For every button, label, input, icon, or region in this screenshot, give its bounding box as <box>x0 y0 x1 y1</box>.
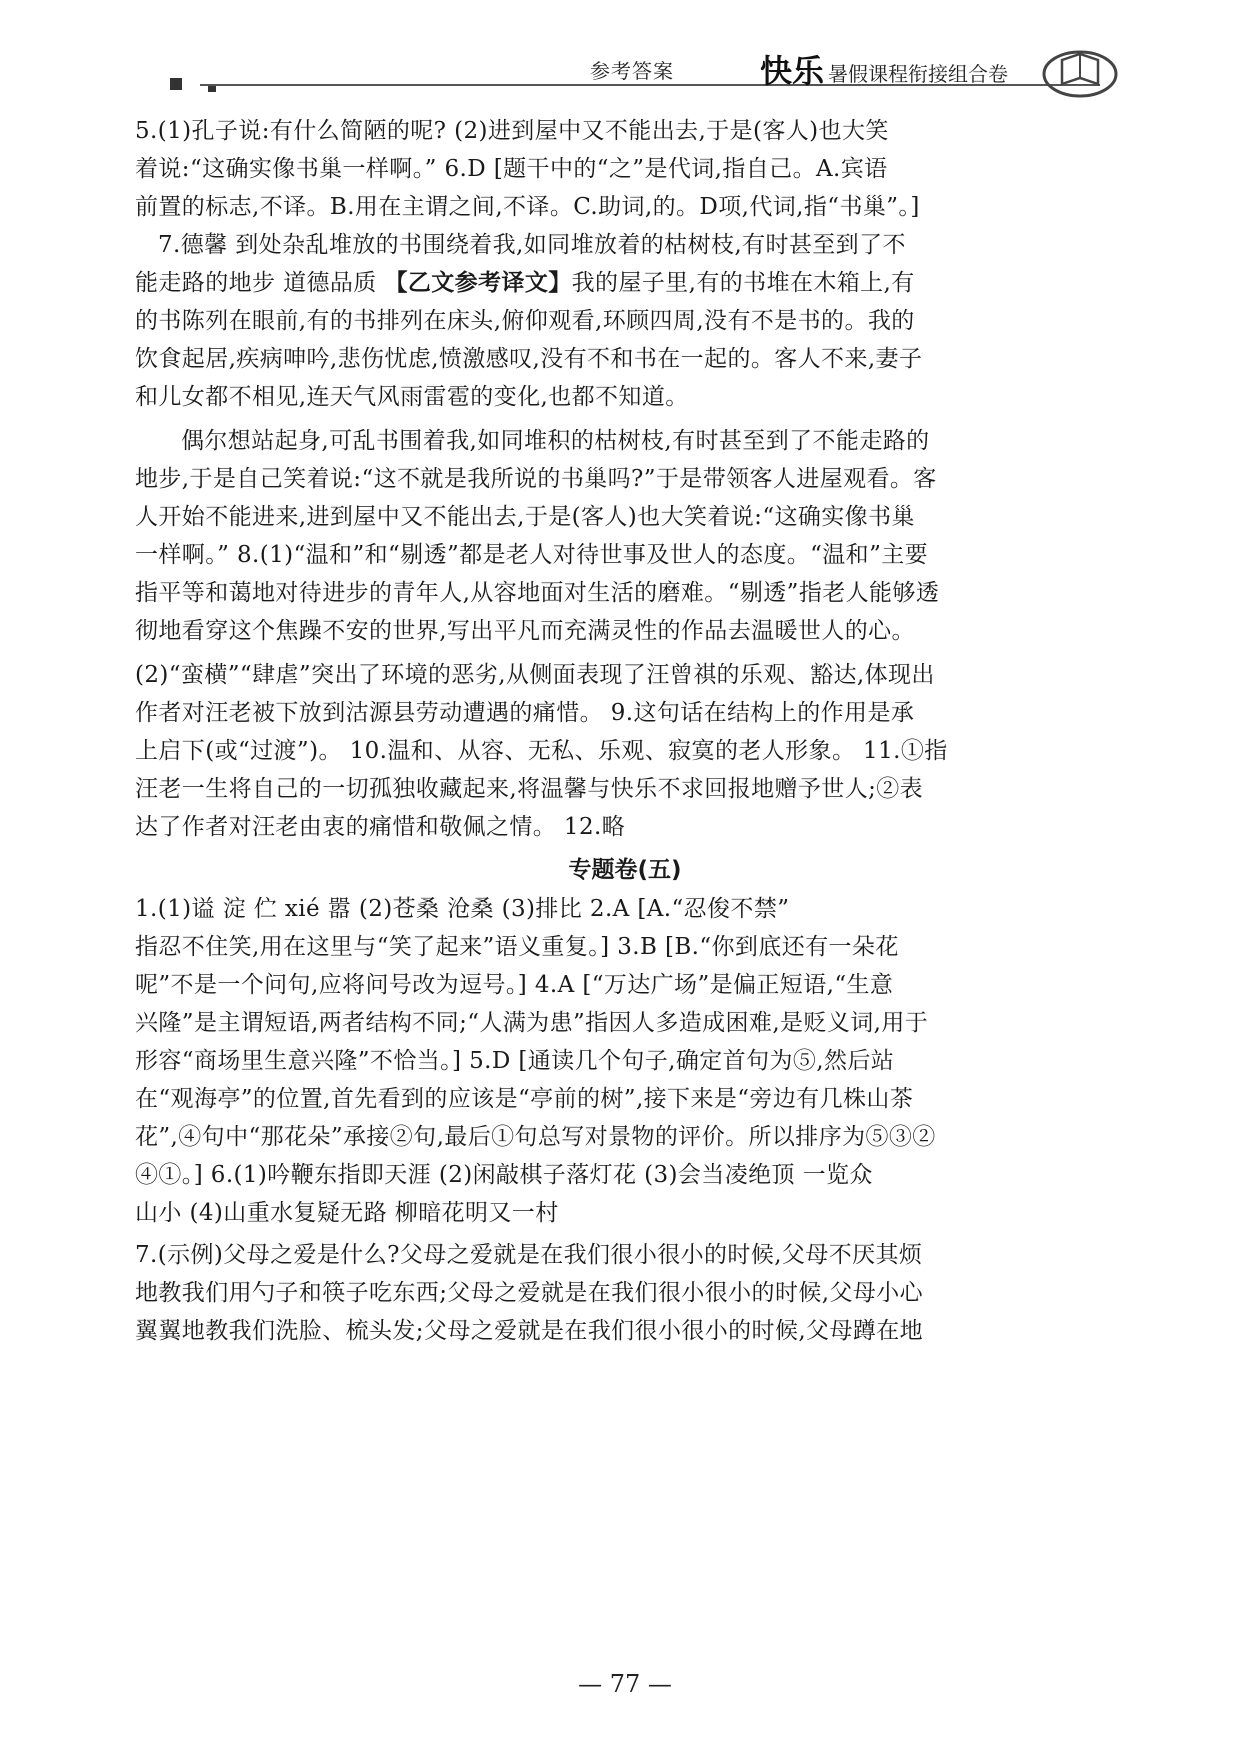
text-line: 达了作者对汪老由衷的痛惜和敬佩之情。 12.略 <box>135 814 626 840</box>
text-line: 山小 (4)山重水复疑无路 柳暗花明又一村 <box>135 1200 559 1226</box>
answer-block-7-example <box>135 1236 1115 1350</box>
text-span: 我的屋子里,有的书堆在木箱上,有 <box>571 270 915 296</box>
text-line: (2)“蛮横”“肆虐”突出了环境的恶劣,从侧面表现了汪曾祺的乐观、豁达,体现出 <box>135 662 935 688</box>
header-square-icon <box>170 78 182 90</box>
text-line: 5.(1)孔子说:有什么简陋的呢? (2)进到屋中又不能出去,于是(客人)也大笑 <box>135 118 889 144</box>
text-line: 形容“商场里生意兴隆”不恰当。] 5.D [通读几个句子,确定首句为⑤,然后站 <box>135 1048 895 1074</box>
text-line: 指平等和蔼地对待进步的青年人,从容地面对生活的磨难。“剔透”指老人能够透 <box>135 580 940 606</box>
text-line: ④①。] 6.(1)吟鞭东指即天涯 (2)闲敲棋子落灯花 (3)会当凌绝顶 一览众 <box>135 1162 873 1188</box>
text-line: 前置的标志,不译。B.用在主谓之间,不译。C.助词,的。D项,代词,指“书巢”。] <box>135 194 920 220</box>
text-line: 地步,于是自己笑着说:“这不就是我所说的书巢吗?”于是带领客人进屋观看。客 <box>135 466 937 492</box>
text-line: 7.德馨 到处杂乱堆放的书围绕着我,如同堆放着的枯树枝,有时甚至到了不 <box>158 232 906 258</box>
translation-tag: 【乙文参考译文】 <box>384 270 572 296</box>
text-line: 和儿女都不相见,连天气风雨雷雹的变化,也都不知道。 <box>135 384 689 410</box>
page-header <box>160 40 1120 110</box>
text-line: 上启下(或“过渡”)。 10.温和、从容、无私、乐观、寂寞的老人形象。 11.①指 <box>135 738 948 764</box>
header-brand: 快乐 <box>760 52 825 90</box>
text-line: 7.(示例)父母之爱是什么?父母之爱就是在我们很小很小的时候,父母不厌其烦 <box>135 1242 923 1268</box>
text-line: 偶尔想站起身,可乱书围着我,如同堆积的枯树枝,有时甚至到了不能走路的 <box>181 428 930 454</box>
answer-block-8-12 <box>135 656 1115 846</box>
text-line: 花”,④句中“那花朵”承接②句,最后①句总写对景物的评价。所以排序为⑤③② <box>135 1124 936 1150</box>
answer-content <box>135 112 1115 1350</box>
answer-block-1-6 <box>135 890 1115 1232</box>
text-line: 呢”不是一个问句,应将问号改为逗号。] 4.A [“万达广场”是偏正短语,“生意 <box>135 972 894 998</box>
text-line: 翼翼地教我们洗脸、梳头发;父母之爱就是在我们很小很小的时候,父母蹲在地 <box>135 1318 924 1344</box>
book-logo-icon <box>1040 40 1120 100</box>
text-line: 地教我们用勺子和筷子吃东西;父母之爱就是在我们很小很小的时候,父母小心 <box>135 1280 924 1306</box>
text-span: 能走路的地步 道德品质 <box>135 270 385 296</box>
answer-block-translation-8 <box>135 422 1115 650</box>
text-line: 的书陈列在眼前,有的书排列在床头,俯仰观看,环顾四周,没有不是书的。我的 <box>135 308 915 334</box>
text-line: 彻地看穿这个焦躁不安的世界,写出平凡而充满灵性的作品去温暖世人的心。 <box>135 618 915 644</box>
text-line: 一样啊。” 8.(1)“温和”和“剔透”都是老人对待世事及世人的态度。“温和”主要 <box>135 542 929 568</box>
text-line: 着说:“这确实像书巢一样啊。” 6.D [题干中的“之”是代词,指自己。A.宾语 <box>135 156 888 182</box>
text-line: 指忍不住笑,用在这里与“笑了起来”语义重复。] 3.B [B.“你到底还有一朵花 <box>135 934 899 960</box>
header-section-label: 参考答案 <box>590 59 674 83</box>
text-line: 汪老一生将自己的一切孤独收藏起来,将温馨与快乐不求回报地赠予世人;②表 <box>135 776 924 802</box>
text-line: 1.(1)谥 淀 伫 xié 嚣 (2)苍桑 沧桑 (3)排比 2.A [A.“忍俊不禁” <box>135 896 790 922</box>
text-line: 在“观海亭”的位置,首先看到的应该是“亭前的树”,接下来是“旁边有几株山茶 <box>135 1086 914 1112</box>
text-line <box>135 264 1115 302</box>
text-line: 人开始不能进来,进到屋中又不能出去,于是(客人)也大笑着说:“这确实像书巢 <box>135 504 915 530</box>
answer-block-7 <box>135 226 1115 416</box>
answer-block-5-6 <box>135 112 1115 226</box>
text-line: 作者对汪老被下放到沽源县劳动遭遇的痛惜。 9.这句话在结构上的作用是承 <box>135 700 915 726</box>
section-heading: 专题卷(五) <box>568 857 682 883</box>
header-subtitle: 暑假课程衔接组合卷 <box>828 62 1008 86</box>
page-number: — 77 — <box>578 1670 672 1698</box>
text-line: 饮食起居,疾病呻吟,悲伤忧虑,愤激感叹,没有不和书在一起的。客人不来,妻子 <box>135 346 923 372</box>
text-line: 兴隆”是主谓短语,两者结构不同;“人满为患”指因人多造成困难,是贬义词,用于 <box>135 1010 929 1036</box>
